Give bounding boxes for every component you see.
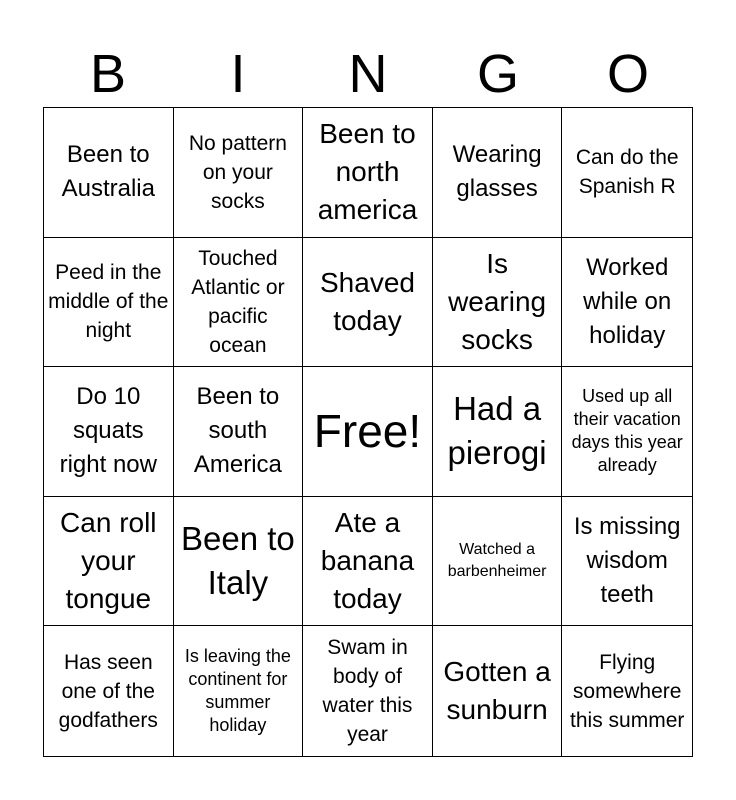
bingo-cell[interactable]: Watched a barbenheimer xyxy=(433,497,563,627)
header-letter-g: G xyxy=(476,44,519,104)
bingo-cell[interactable]: Flying somewhere this summer xyxy=(570,650,685,732)
bingo-cell[interactable]: Been to Italy xyxy=(174,497,304,627)
bingo-cell[interactable]: Wearing glasses xyxy=(433,108,563,238)
free-space-cell[interactable]: Free! xyxy=(303,367,433,497)
bingo-cell[interactable]: Been to south America xyxy=(174,367,304,497)
bingo-cell[interactable]: Peed in the middle of the night xyxy=(44,238,174,368)
bingo-cell[interactable]: Touched Atlantic or pacific ocean xyxy=(174,238,304,368)
header-letter-b: B xyxy=(89,44,127,104)
bingo-cell[interactable]: Has seen one of the godfathers xyxy=(44,626,174,756)
bingo-cell[interactable]: Had a pierogi xyxy=(433,367,563,497)
bingo-cell[interactable]: Is missing wisdom teeth xyxy=(562,497,692,627)
header-letter-o: O xyxy=(606,44,649,104)
bingo-cell[interactable]: Gotten a sunburn xyxy=(433,626,563,756)
bingo-cell[interactable]: Been to north america xyxy=(303,108,433,238)
bingo-cell[interactable]: No pattern on your socks xyxy=(174,108,304,238)
bingo-cell[interactable]: Shaved today xyxy=(303,238,433,368)
bingo-cell[interactable]: Been to Australia xyxy=(44,108,174,238)
bingo-header xyxy=(43,40,693,108)
header-letter-i: I xyxy=(230,44,246,104)
bingo-cell[interactable]: Ate a banana today xyxy=(303,497,433,627)
bingo-cell[interactable]: Swam in body of water this year xyxy=(303,626,433,756)
header-letter-n: N xyxy=(348,44,388,104)
bingo-board xyxy=(43,107,693,757)
bingo-cell[interactable]: Is leaving the continent for summer holiday xyxy=(174,626,304,756)
bingo-cell[interactable]: Worked while on holiday xyxy=(562,238,692,368)
bingo-cell[interactable]: Can roll your tongue xyxy=(44,497,174,627)
bingo-cell[interactable]: Is wearing socks xyxy=(433,238,563,368)
bingo-cell[interactable]: Can do the Spanish R xyxy=(562,108,692,238)
bingo-cell[interactable]: Used up all their vacation days this year already xyxy=(562,367,692,497)
bingo-cell[interactable]: Do 10 squats right now xyxy=(44,367,174,497)
